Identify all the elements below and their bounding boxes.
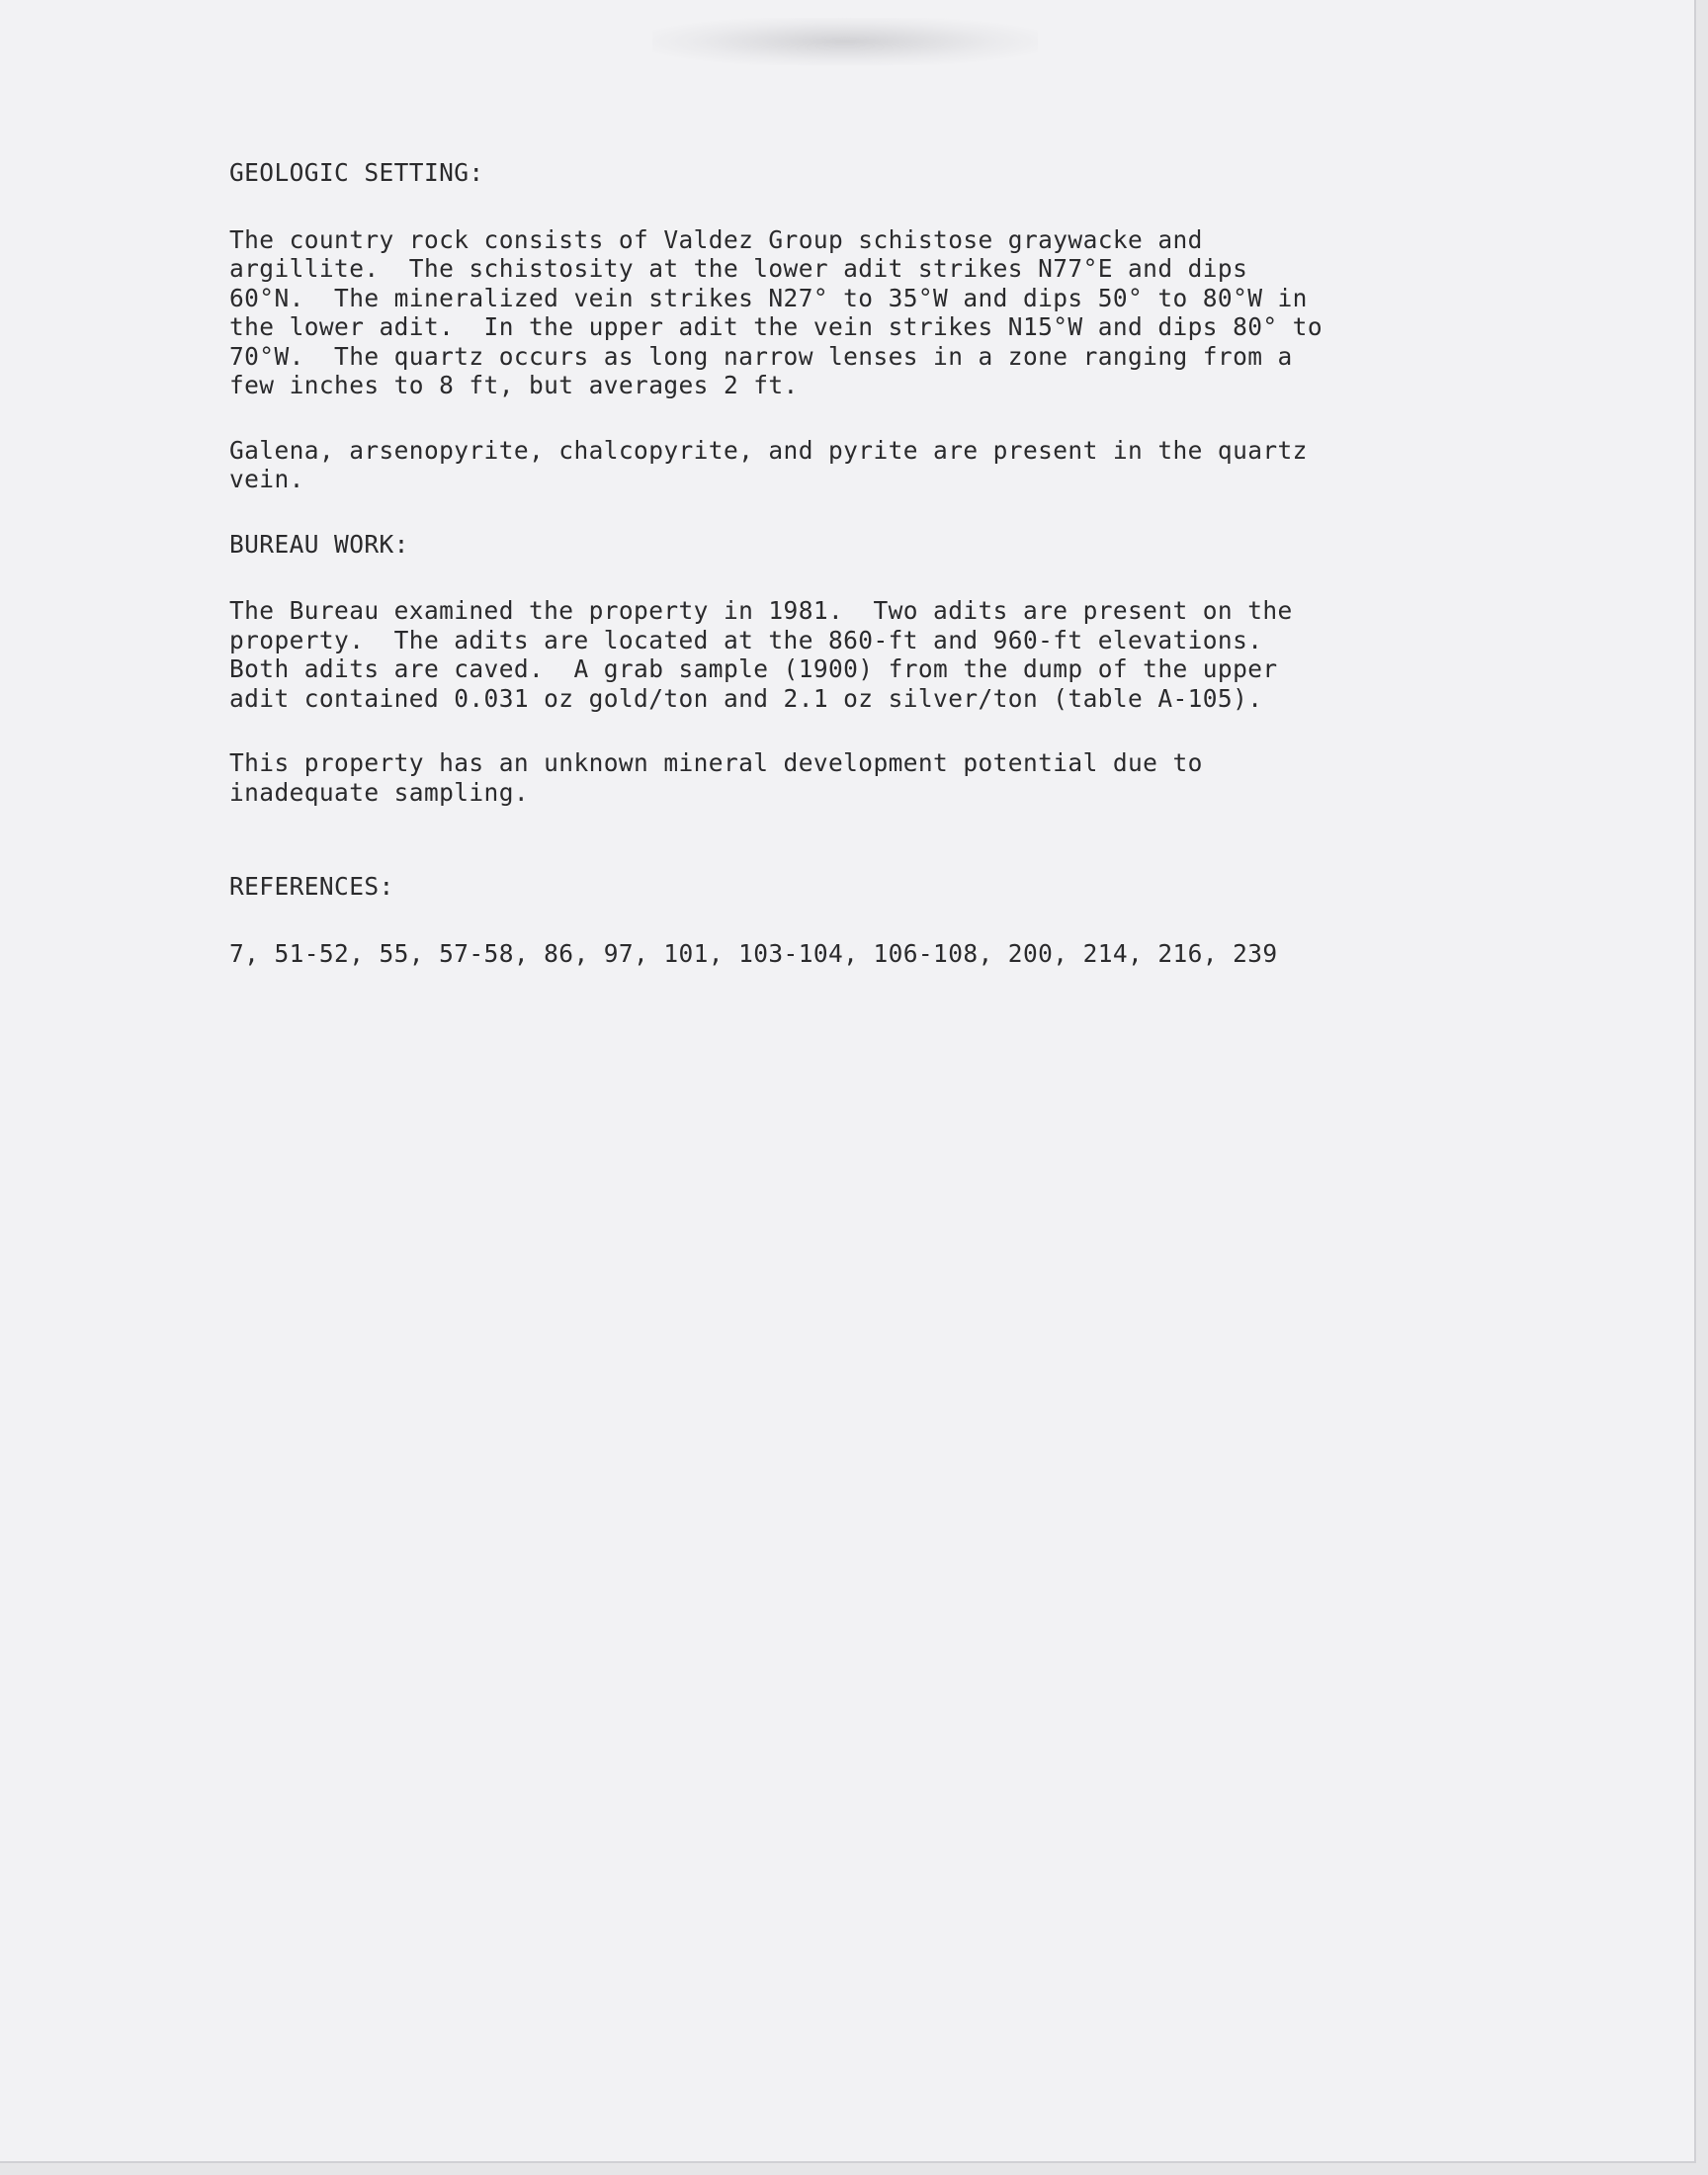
- minerals-paragraph: [229, 436, 1514, 494]
- text-line: The country rock consists of Valdez Group schistose graywacke and: [229, 224, 1203, 254]
- text-line: few inches to 8 ft, but averages 2 ft.: [229, 371, 799, 399]
- text-line: 70°W. The quartz occurs as long narrow lenses in a zone ranging from a: [229, 341, 1293, 371]
- document-body: [229, 158, 1514, 968]
- text-line: adit contained 0.031 oz gold/ton and 2.1 oz silver/ton (table A-105).: [229, 683, 1263, 713]
- text-line: inadequate sampling.: [229, 777, 530, 807]
- text-line: The Bureau examined the property in 1981. Two adits are present on the: [229, 596, 1293, 625]
- text-line: Both adits are caved. A grab sample (1900) from the dump of the upper: [229, 654, 1278, 683]
- scan-smudge: [652, 18, 1038, 65]
- text-line: the lower adit. In the upper adit the vein strikes N15°W and dips 80° to: [229, 312, 1323, 341]
- text-line: 60°N. The mineralized vein strikes N27° to 35°W and dips 50° to 80°W in: [229, 283, 1308, 312]
- text-line: vein.: [229, 465, 304, 493]
- references-list: [229, 939, 1514, 969]
- text-line: property. The adits are located at the 860-ft and 960-ft elevations.: [229, 625, 1263, 654]
- bureau-work-heading: BUREAU WORK:: [229, 529, 409, 559]
- references-heading: REFERENCES:: [229, 872, 394, 901]
- geologic-setting-heading: GEOLOGIC SETTING:: [229, 158, 484, 187]
- bureau-work-paragraph: [229, 596, 1514, 713]
- potential-paragraph: [229, 748, 1514, 807]
- text-line: This property has an unknown mineral development potential due to: [229, 748, 1203, 777]
- text-line: argillite. The schistosity at the lower adit strikes N77°E and dips: [229, 254, 1248, 283]
- text-line: Galena, arsenopyrite, chalcopyrite, and pyrite are present in the quartz: [229, 435, 1308, 465]
- geologic-setting-paragraph: [229, 225, 1514, 400]
- text-line: 7, 51-52, 55, 57-58, 86, 97, 101, 103-104, 106-108, 200, 214, 216, 239: [229, 938, 1278, 968]
